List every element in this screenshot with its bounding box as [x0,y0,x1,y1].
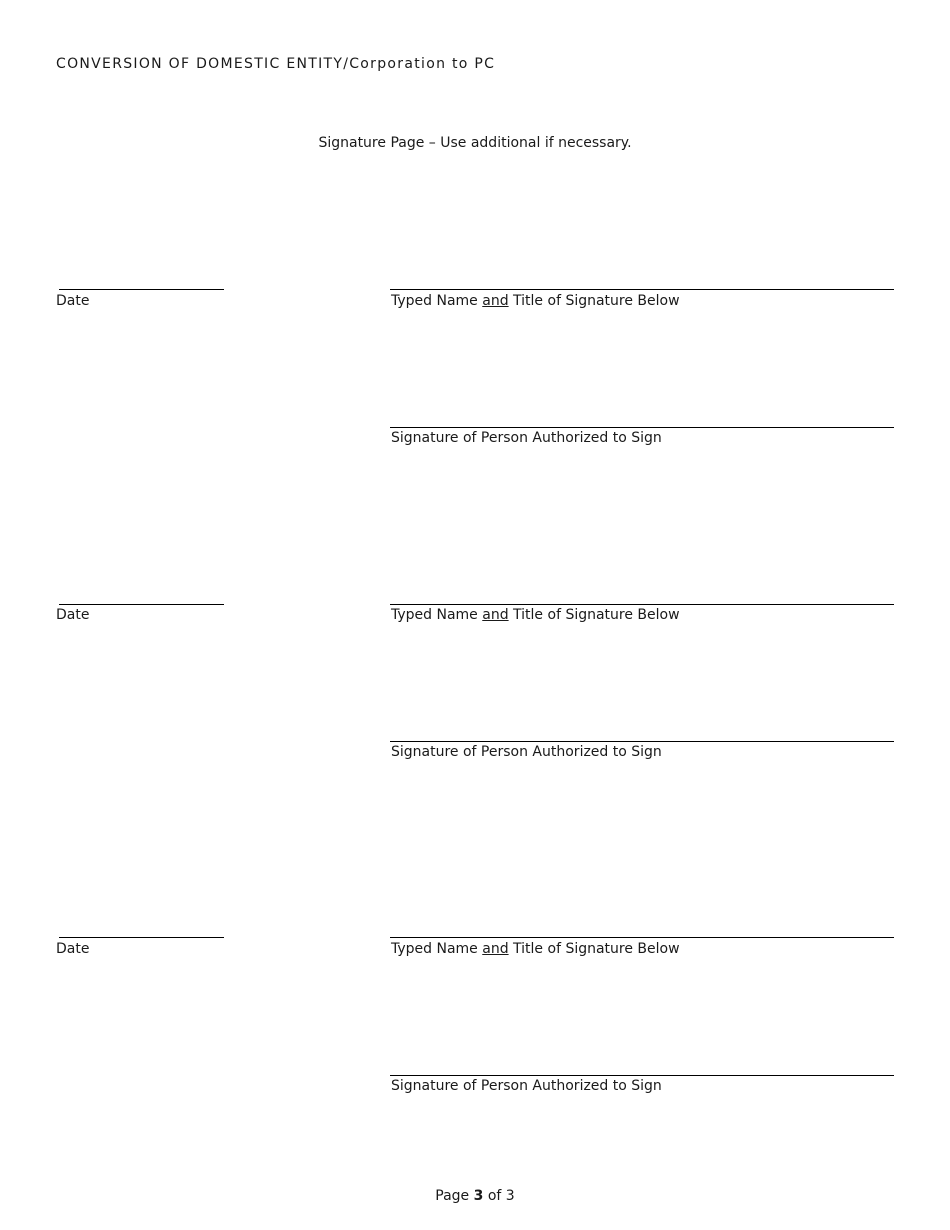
signature-line-3 [390,1075,894,1076]
date-line-2 [59,604,224,605]
date-label-3: Date [56,941,90,957]
signature-line-2 [390,741,894,742]
total-pages: 3 [505,1188,515,1204]
signature-page-instruction: Signature Page – Use additional if necessary. [318,135,632,151]
signature-label-2: Signature of Person Authorized to Sign [391,744,662,760]
typed-name-line-2 [390,604,894,605]
date-label-2: Date [56,607,90,623]
signature-line-1 [390,427,894,428]
typed-name-line-3 [390,937,894,938]
signature-label-1: Signature of Person Authorized to Sign [391,430,662,446]
typed-name-line-1 [390,289,894,290]
date-line-3 [59,937,224,938]
typed-name-label-2: Typed Name and Title of Signature Below [391,607,680,623]
date-line-1 [59,289,224,290]
date-label-1: Date [56,293,90,309]
document-title: CONVERSION OF DOMESTIC ENTITY/Corporation to PC [56,56,496,72]
typed-name-label-1: Typed Name and Title of Signature Below [391,293,680,309]
page-number-footer: Page 3 of 3 [435,1188,515,1204]
current-page-number: 3 [473,1188,484,1204]
typed-name-label-3: Typed Name and Title of Signature Below [391,941,680,957]
signature-label-3: Signature of Person Authorized to Sign [391,1078,662,1094]
